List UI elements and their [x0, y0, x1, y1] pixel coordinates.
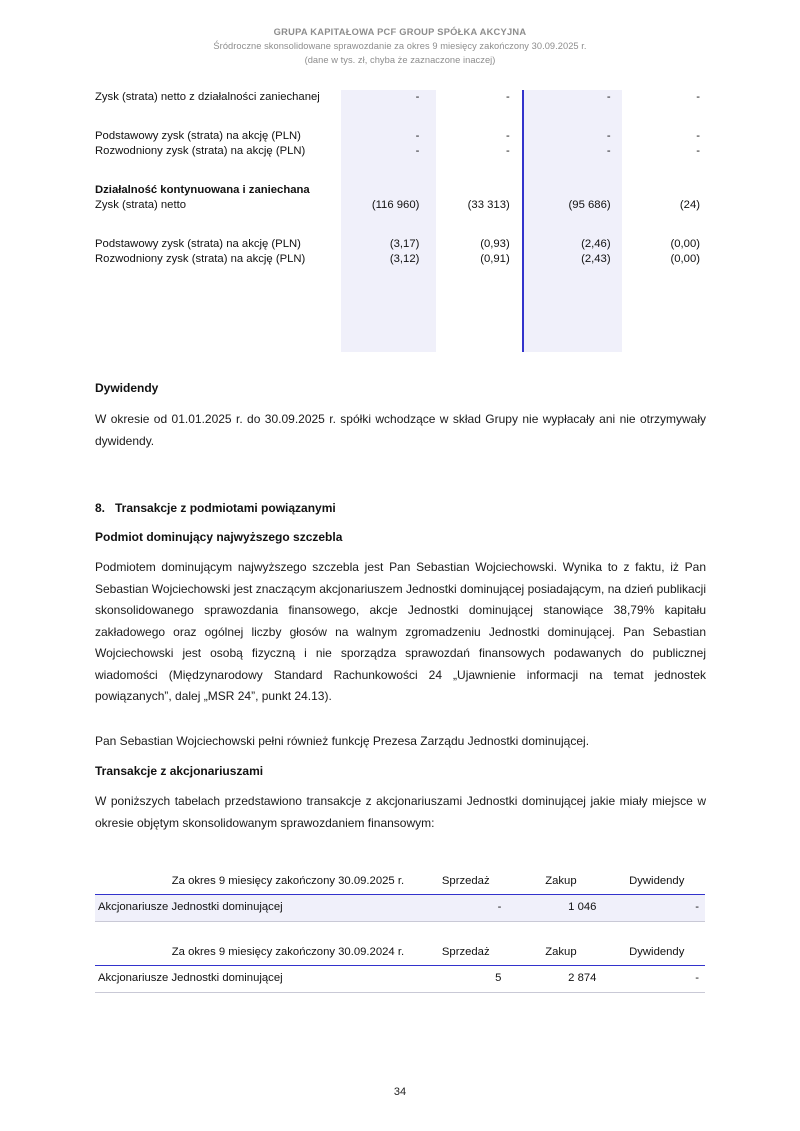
row-label: Podstawowy zysk (strata) na akcję (PLN): [95, 129, 301, 142]
table-spacer-row: [95, 228, 705, 237]
table-header-row: [95, 943, 705, 966]
row-label: Rozwodniony zysk (strata) na akcję (PLN): [95, 253, 306, 265]
row-value-c2: -: [505, 129, 510, 142]
table-row: [95, 90, 705, 106]
section-8-number: 8.: [95, 501, 106, 515]
eps-financial-table: [95, 90, 705, 352]
row-value-c3: [517, 183, 623, 199]
row-value-c4: -: [696, 129, 700, 142]
row-label: Rozwodniony zysk (strata) na akcję (PLN): [95, 145, 306, 157]
transactions-table-2025: [95, 872, 705, 922]
document-running-header: [0, 26, 800, 67]
table-row: [95, 237, 705, 253]
row-value-sales: 5: [418, 966, 513, 993]
row-label: Akcjonariusze Jednostki dominującej: [95, 895, 418, 922]
table-row: [95, 252, 705, 268]
row-label: Podstawowy zysk (strata) na akcję (PLN): [95, 237, 301, 250]
row-value-c4: -: [696, 91, 700, 103]
table-row: [95, 198, 705, 214]
row-value-c1: (3,12): [389, 253, 420, 265]
eps-table: [95, 90, 705, 268]
table-spacer-row: [95, 106, 705, 120]
row-value-c1: [329, 183, 428, 199]
section-8-subheading-1: Podmiot dominujący najwyższego szczebla: [95, 530, 343, 544]
table-spacer-row: [95, 120, 705, 129]
dividends-heading: Dywidendy: [95, 381, 159, 395]
table-header-row: [95, 872, 705, 895]
row-value-c4: -: [696, 145, 700, 157]
table-row: [95, 895, 705, 922]
row-value-c1: -: [415, 145, 420, 157]
table-spacer-row: [95, 160, 705, 174]
column-header-period: Za okres 9 miesięcy zakończony 30.09.2024 r.: [95, 943, 418, 966]
row-value-c3: (95 686): [568, 199, 611, 211]
section-8-paragraph-2: Pan Sebastian Wojciechowski pełni również funkcję Prezesa Zarządu Jednostki dominującej.: [95, 734, 590, 748]
row-value-c4: (0,00): [670, 237, 700, 250]
row-label: Zysk (strata) netto: [95, 199, 187, 211]
row-value-c1: (3,17): [389, 237, 420, 250]
row-value-c3: -: [606, 129, 611, 142]
row-value-c3: (2,46): [581, 237, 611, 250]
row-value-c2: (0,91): [480, 253, 510, 265]
table-row: [95, 129, 705, 145]
row-value-c3: -: [606, 145, 611, 157]
section-8-paragraph-1: Podmiotem dominującym najwyższego szczebla jest Pan Sebastian Wojciechowski. Wynika to z faktu, iż Pan Sebastian Wojciechowski jest znaczącym akcjonariuszem Jednostki dominującej posiadającym, na dzień publikacji skonsolidowanego sprawozdania finansowego, akcje Jednostki dominującej stanowiące 38,79% kapitału zakładowego oraz ogólnej liczby głosów na walnym zgromadzeniu Jednostki dominującej. Pan Sebastian Wojciechowski jest osobą fizyczną i nie sporządza sprawozdań finansowych podawanych do publicznej wiadomości (Międzynarodowy Standard Rachunkowości 24 „Ujawnienie informacji na temat jednostek powiązanych”, dalej „MSR 24”, punkt 24.13).: [95, 560, 706, 703]
table-row: [95, 183, 705, 199]
row-value-dividends: -: [608, 895, 705, 922]
section-8-heading: [95, 501, 706, 515]
row-value-purchase: 2 874: [513, 966, 608, 993]
column-header-dividends: Dywidendy: [608, 943, 705, 966]
row-value-c3: (2,43): [581, 253, 611, 265]
row-label: Akcjonariusze Jednostki dominującej: [95, 966, 418, 993]
table-spacer-row: [95, 174, 705, 183]
column-header-dividends: Dywidendy: [608, 872, 705, 895]
row-value-c2: (33 313): [467, 199, 510, 211]
row-value-c2: (0,93): [480, 237, 510, 250]
section-8-subheading-2: Transakcje z akcjonariuszami: [95, 764, 264, 778]
column-header-sales: Sprzedaż: [418, 943, 513, 966]
row-value-sales: -: [418, 895, 513, 922]
row-value-c2: [428, 183, 516, 199]
table-row: [95, 144, 705, 160]
row-label-section: Działalność kontynuowana i zaniechana: [95, 183, 310, 196]
row-value-c1: -: [415, 129, 420, 142]
section-8-paragraph-3: W poniższych tabelach przedstawiono transakcje z akcjonariuszami Jednostki dominującej jakie miały miejsce w okresie objętym skonsolidowanym sprawozdaniem finansowym:: [95, 794, 706, 830]
row-value-c4: (24): [679, 199, 700, 211]
table-row: [95, 966, 705, 993]
column-header-period: Za okres 9 miesięcy zakończony 30.09.2025 r.: [95, 872, 418, 895]
row-value-c4: (0,00): [670, 253, 700, 265]
row-value-c2: -: [505, 145, 510, 157]
dividends-paragraph: W okresie od 01.01.2025 r. do 30.09.2025 r. spółki wchodzące w skład Grupy nie wypłacały ani nie otrzymywały dywidendy.: [95, 412, 706, 448]
row-value-purchase: 1 046: [513, 895, 608, 922]
table-spacer-row: [95, 214, 705, 228]
row-value-c4: [623, 183, 705, 199]
transactions-table-2024: [95, 943, 705, 993]
page-number: 34: [393, 1086, 407, 1098]
section-8-title: Transakcje z podmiotami powiązanymi: [115, 501, 336, 515]
column-header-sales: Sprzedaż: [418, 872, 513, 895]
header-company-name: GRUPA KAPITAŁOWA PCF GROUP SPÓŁKA AKCYJNA: [273, 27, 527, 37]
row-value-c1: -: [415, 91, 420, 103]
row-value-c1: (116 960): [371, 199, 420, 211]
column-header-purchase: Zakup: [513, 872, 608, 895]
row-label: Zysk (strata) netto z działalności zaniechanej: [95, 91, 320, 103]
row-value-dividends: -: [608, 966, 705, 993]
header-units-note: (dane w tys. zł, chyba że zaznaczone inaczej): [304, 55, 496, 65]
row-value-c3: -: [606, 91, 611, 103]
header-report-subtitle: Śródroczne skonsolidowane sprawozdanie za okres 9 miesięcy zakończony 30.09.2025 r.: [213, 41, 587, 51]
row-value-c2: -: [505, 91, 510, 103]
column-header-purchase: Zakup: [513, 943, 608, 966]
